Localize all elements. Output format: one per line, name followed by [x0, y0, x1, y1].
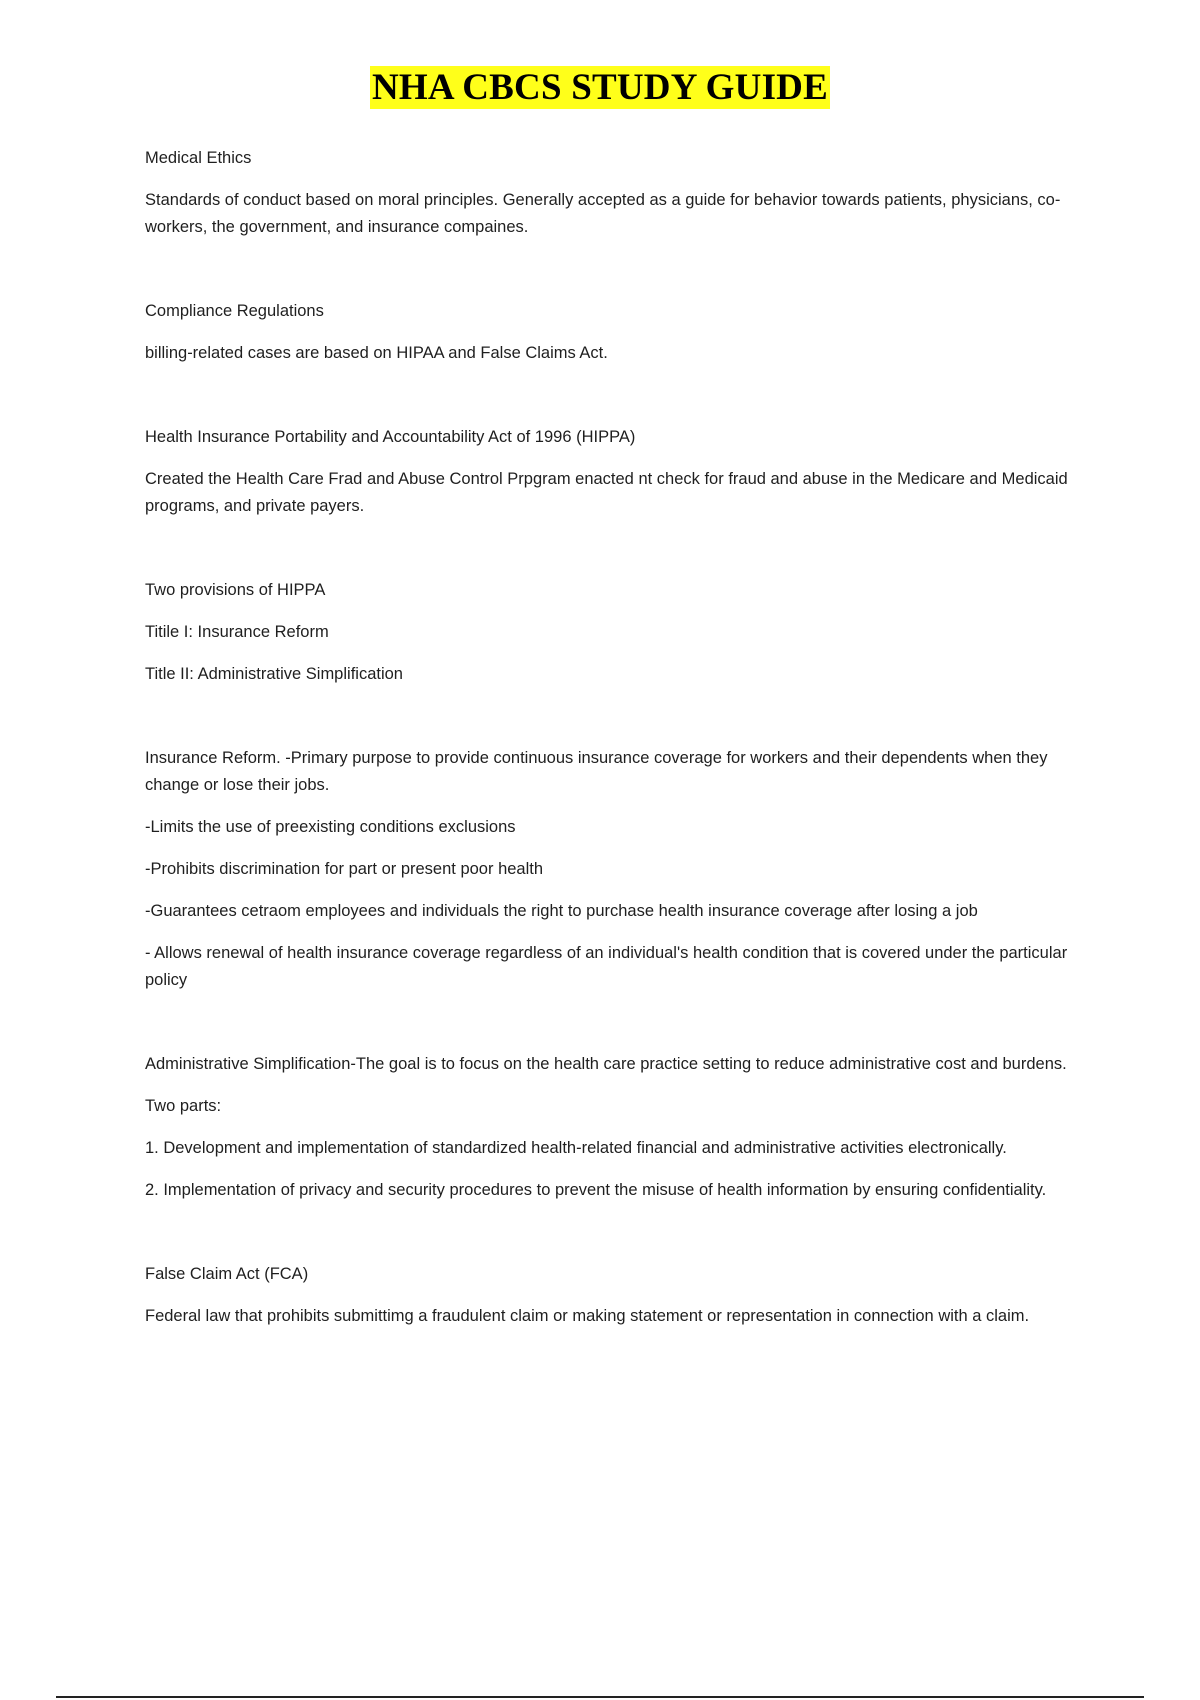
reform-bullet-1: -Limits the use of preexisting conditions exclusions	[145, 818, 516, 836]
section-heading-fca: False Claim Act (FCA)	[145, 1265, 309, 1283]
section-heading-compliance: Compliance Regulations	[145, 302, 324, 320]
section-text-insurance-reform: Insurance Reform. -Primary purpose to provide continuous insurance coverage for workers and their dependents when they change or lose their jobs.	[145, 749, 1048, 794]
section-text-medical-ethics: Standards of conduct based on moral principles. Generally accepted as a guide for behavior towards patients, physicians, co-workers, the government, and insurance compaines.	[145, 191, 1061, 236]
admin-part-2: 2. Implementation of privacy and security procedures to prevent the misuse of health information by ensuring confidentiality.	[145, 1181, 1047, 1199]
admin-parts-label: Two parts:	[145, 1097, 222, 1115]
provision-title-1: Titile I: Insurance Reform	[145, 623, 329, 641]
reform-bullet-4: - Allows renewal of health insurance coverage regardless of an individual's health condition that is covered under the particular policy	[145, 944, 1068, 989]
section-gap	[145, 1009, 1085, 1051]
page-bottom-rule	[56, 1696, 1144, 1698]
section-gap	[145, 703, 1085, 745]
title-container	[0, 66, 1200, 109]
section-heading-hipaa: Health Insurance Portability and Accountability Act of 1996 (HIPPA)	[145, 428, 636, 446]
section-gap	[145, 535, 1085, 577]
provision-title-2: Title II: Administrative Simplification	[145, 665, 403, 683]
section-gap	[145, 382, 1085, 424]
document-body	[145, 145, 1085, 1345]
reform-bullet-2: -Prohibits discrimination for part or present poor health	[145, 860, 544, 878]
section-gap	[145, 256, 1085, 298]
section-heading-medical-ethics: Medical Ethics	[145, 149, 252, 167]
section-text-hipaa: Created the Health Care Frad and Abuse Control Prpgram enacted nt check for fraud and abuse in the Medicare and Medicaid programs, and private payers.	[145, 470, 1068, 515]
section-heading-provisions: Two provisions of HIPPA	[145, 581, 326, 599]
section-gap	[145, 1219, 1085, 1261]
section-text-admin-simplification: Administrative Simplification-The goal is to focus on the health care practice setting to reduce administrative cost and burdens.	[145, 1055, 1067, 1073]
admin-part-1: 1. Development and implementation of standardized health-related financial and administrative activities electronically.	[145, 1139, 1007, 1157]
reform-bullet-3: -Guarantees cetraom employees and individuals the right to purchase health insurance coverage after losing a job	[145, 902, 978, 920]
document-title: NHA CBCS STUDY GUIDE	[372, 67, 828, 108]
section-text-fca: Federal law that prohibits submittimg a fraudulent claim or making statement or representation in connection with a claim.	[145, 1307, 1030, 1325]
section-text-compliance: billing-related cases are based on HIPAA and False Claims Act.	[145, 344, 608, 362]
